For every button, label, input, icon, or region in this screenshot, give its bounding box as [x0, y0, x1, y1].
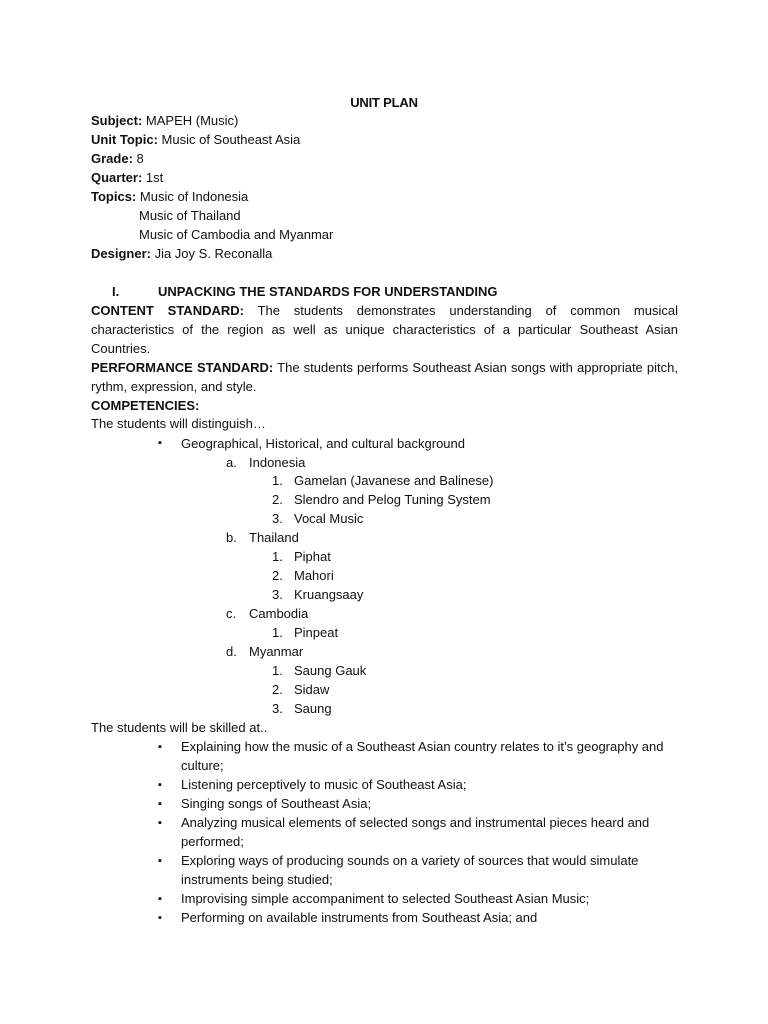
designer-line	[91, 245, 272, 263]
list-number: 1.	[272, 549, 283, 564]
document-title: UNIT PLAN	[350, 95, 418, 110]
list-number: 3.	[272, 587, 283, 602]
country-name: Myanmar	[249, 644, 304, 659]
list-number: 2.	[272, 492, 283, 507]
list-number: 1.	[272, 625, 283, 640]
subject-line	[91, 112, 238, 130]
list-item: Saung	[294, 701, 332, 716]
bullet-icon: ▪	[158, 798, 162, 810]
country-letter: c.	[226, 606, 237, 621]
performance-standard-text: The students performs Southeast Asian songs with appropriate pitch, rythm, expression, and style.	[91, 360, 678, 394]
list-number: 2.	[272, 568, 283, 583]
list-item: Pinpeat	[294, 625, 339, 640]
topic-item: Music of Cambodia and Myanmar	[139, 227, 334, 242]
bullet-icon: ▪	[158, 437, 162, 449]
bullet-icon: ▪	[158, 779, 162, 791]
list-item: Piphat	[294, 549, 331, 564]
bullet-icon: ▪	[158, 741, 162, 753]
background-item: Geographical, Historical, and cultural background	[181, 436, 465, 451]
bullet-icon: ▪	[158, 855, 162, 867]
list-item: Gamelan (Javanese and Balinese)	[294, 473, 494, 488]
country-name: Thailand	[249, 530, 299, 545]
quarter-value: 1st	[142, 170, 164, 185]
quarter-line	[91, 169, 163, 187]
country-name: Cambodia	[249, 606, 309, 621]
performance-standard-paragraph	[91, 358, 678, 396]
topics-line	[91, 188, 248, 206]
designer-value: Jia Joy S. Reconalla	[150, 246, 273, 261]
subject-value: MAPEH (Music)	[142, 113, 239, 128]
skilled-intro: The students will be skilled at..	[91, 720, 268, 735]
section-numeral: I.	[112, 284, 120, 299]
bullet-icon: ▪	[158, 912, 162, 924]
country-name: Indonesia	[249, 455, 306, 470]
unit-topic-value: Music of Southeast Asia	[157, 132, 301, 147]
list-number: 2.	[272, 682, 283, 697]
skill-item: Explaining how the music of a Southeast Asian country relates to it’s geography and culture;	[181, 739, 664, 773]
list-item: Saung Gauk	[294, 663, 367, 678]
performance-standard-label: PERFORMANCE STANDARD:	[91, 360, 274, 375]
country-letter: d.	[226, 644, 237, 659]
grade-line	[91, 150, 144, 168]
list-number: 3.	[272, 511, 283, 526]
topic-item: Music of Indonesia	[139, 189, 249, 204]
unit-topic-label: Unit Topic:	[91, 132, 158, 147]
section-heading: UNPACKING THE STANDARDS FOR UNDERSTANDING	[158, 284, 498, 299]
grade-label: Grade:	[91, 151, 133, 166]
list-item: Sidaw	[294, 682, 330, 697]
unit-topic-line	[91, 131, 300, 149]
list-item: Mahori	[294, 568, 334, 583]
list-number: 1.	[272, 663, 283, 678]
designer-label: Designer:	[91, 246, 151, 261]
list-number: 1.	[272, 473, 283, 488]
content-standard-paragraph	[91, 301, 678, 358]
skill-item: Singing songs of Southeast Asia;	[181, 796, 372, 811]
skill-item: Performing on available instruments from Southeast Asia; and	[181, 910, 538, 925]
country-letter: a.	[226, 455, 237, 470]
list-item: Kruangsaay	[294, 587, 364, 602]
skill-item: Improvising simple accompaniment to selected Southeast Asian Music;	[181, 891, 590, 906]
bullet-icon: ▪	[158, 893, 162, 905]
topic-item: Music of Thailand	[139, 208, 241, 223]
skill-item: Listening perceptively to music of Southeast Asia;	[181, 777, 467, 792]
bullet-icon: ▪	[158, 817, 162, 829]
country-letter: b.	[226, 530, 237, 545]
list-item: Vocal Music	[294, 511, 364, 526]
distinguish-intro: The students will distinguish…	[91, 416, 266, 431]
topics-label: Topics:	[91, 189, 137, 204]
content-standard-label: CONTENT STANDARD:	[91, 303, 244, 318]
skill-item: Exploring ways of producing sounds on a variety of sources that would simulate instruments being studied;	[181, 853, 639, 887]
competencies-label: COMPETENCIES:	[91, 398, 200, 413]
subject-label: Subject:	[91, 113, 143, 128]
grade-value: 8	[132, 151, 144, 166]
list-item: Slendro and Pelog Tuning System	[294, 492, 491, 507]
list-number: 3.	[272, 701, 283, 716]
skill-item: Analyzing musical elements of selected songs and instrumental pieces heard and performed;	[181, 815, 650, 849]
quarter-label: Quarter:	[91, 170, 143, 185]
content-standard-text: The students demonstrates understanding of common musical characteristics of the region as well as unique characteristics of a particular Southeast Asian Countries.	[91, 303, 678, 356]
